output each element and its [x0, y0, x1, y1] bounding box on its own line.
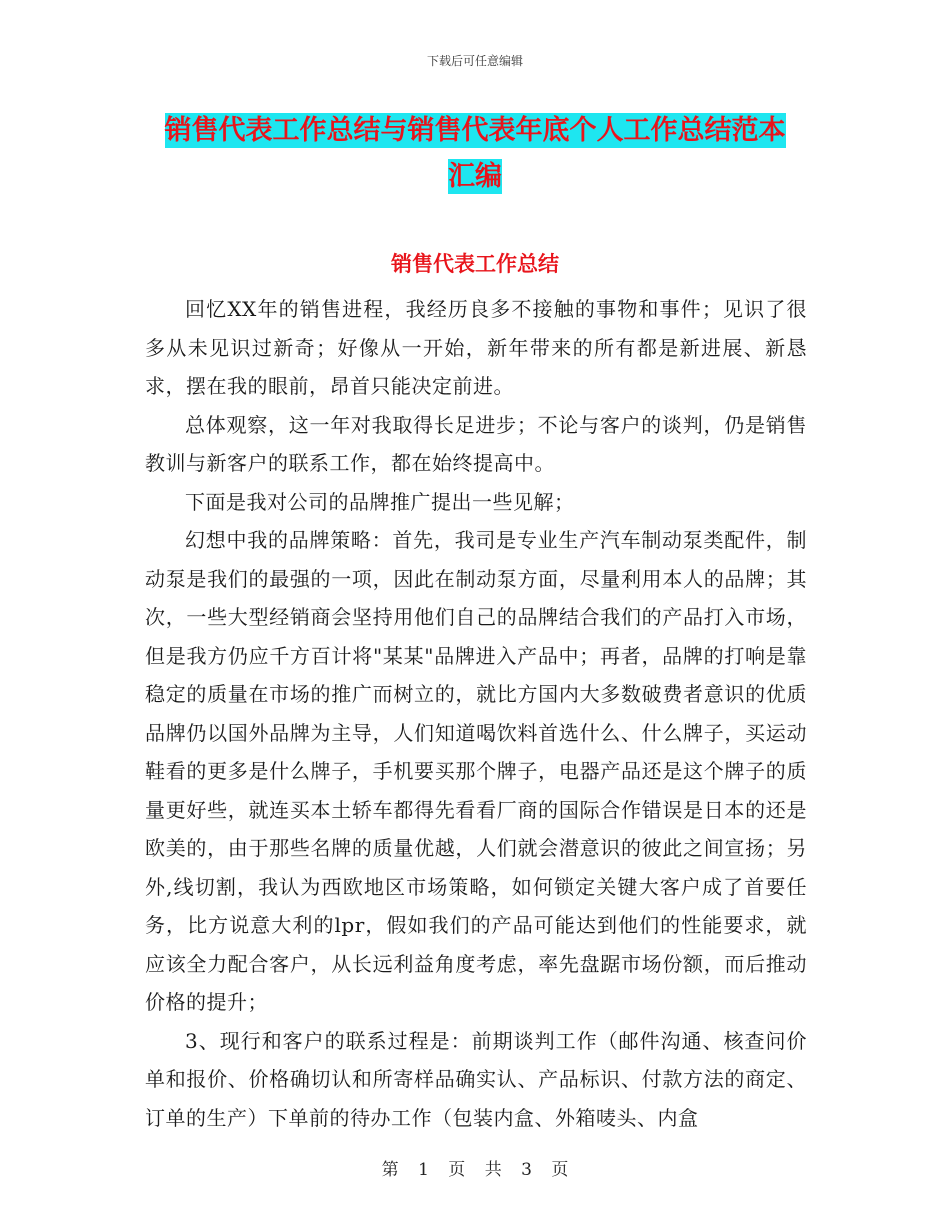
title-line-2: 汇编 — [448, 161, 502, 192]
footer-label-suffix: 页 — [551, 1160, 569, 1180]
footer-label-page: 页 — [448, 1160, 466, 1180]
footer-page-number: 1 — [418, 1160, 429, 1180]
document-title — [140, 108, 810, 200]
title-line-1: 销售代表工作总结与销售代表年底个人工作总结范本 — [164, 115, 786, 146]
paragraph: 总体观察，这一年对我取得长足进步；不论与客户的谈判，仍是销售教训与新客户的联系工作，都在始终提高中。 — [145, 412, 807, 475]
footer-label-total: 共 — [484, 1160, 502, 1180]
paragraph: 幻想中我的品牌策略：首先，我司是专业生产汽车制动泵类配件，制动泵是我们的最强的一项，因此在制动泵方面，尽量利用本人的品牌；其次，一些大型经销商会坚持用他们自己的品牌结合我们的产品打入市场，但是我方仍应千方百计将"某某"品牌进入产品中；再者，品牌的打响是靠稳定的质量在市场的推广而树立的，就比方国内大多数破费者意识的优质品牌仍以国外品牌为主导，人们知道喝饮料首选什么、什么牌子，买运动鞋看的更多是什么牌子，手机要买那个牌子，电器产品还是这个牌子的质量更好些，就连买本土轿车都得先看看厂商的国际合作错误是日本的还是欧美的，由于那些名牌的质量优越，人们就会潜意识的彼此之间宣扬；另外,线切割，我认为西欧地区市场策略，如何锁定关键大客户成了首要任务，比方说意大利的lpr，假如我们的产品可能达到他们的性能要求，就应该全力配合客户，从长远利益角度考虑，率先盘踞市场份额，而后推动价格的提升； — [145, 528, 807, 1014]
paragraph: 下面是我对公司的品牌推广提出一些见解； — [185, 489, 575, 514]
document-body — [145, 290, 807, 1137]
footer-label-prefix: 第 — [381, 1160, 399, 1180]
paragraph: 回忆XX年的销售进程，我经历良多不接触的事物和事件；见识了很多从未见识过新奇；好像从一开始，新年带来的所有都是新进展、新恳求，摆在我的眼前，昂首只能决定前进。 — [145, 297, 807, 398]
page-footer — [0, 1155, 950, 1180]
footer-total-pages: 3 — [521, 1160, 532, 1180]
header-note: 下载后可任意编辑 — [426, 54, 523, 68]
section-heading: 销售代表工作总结 — [391, 252, 559, 276]
paragraph: 3、现行和客户的联系过程是：前期谈判工作（邮件沟通、核查问价单和报价、价格确切认和所寄样品确实认、产品标识、付款方法的商定、订单的生产）下单前的待办工作（包装内盒、外箱唛头、内盒 — [145, 1028, 807, 1130]
